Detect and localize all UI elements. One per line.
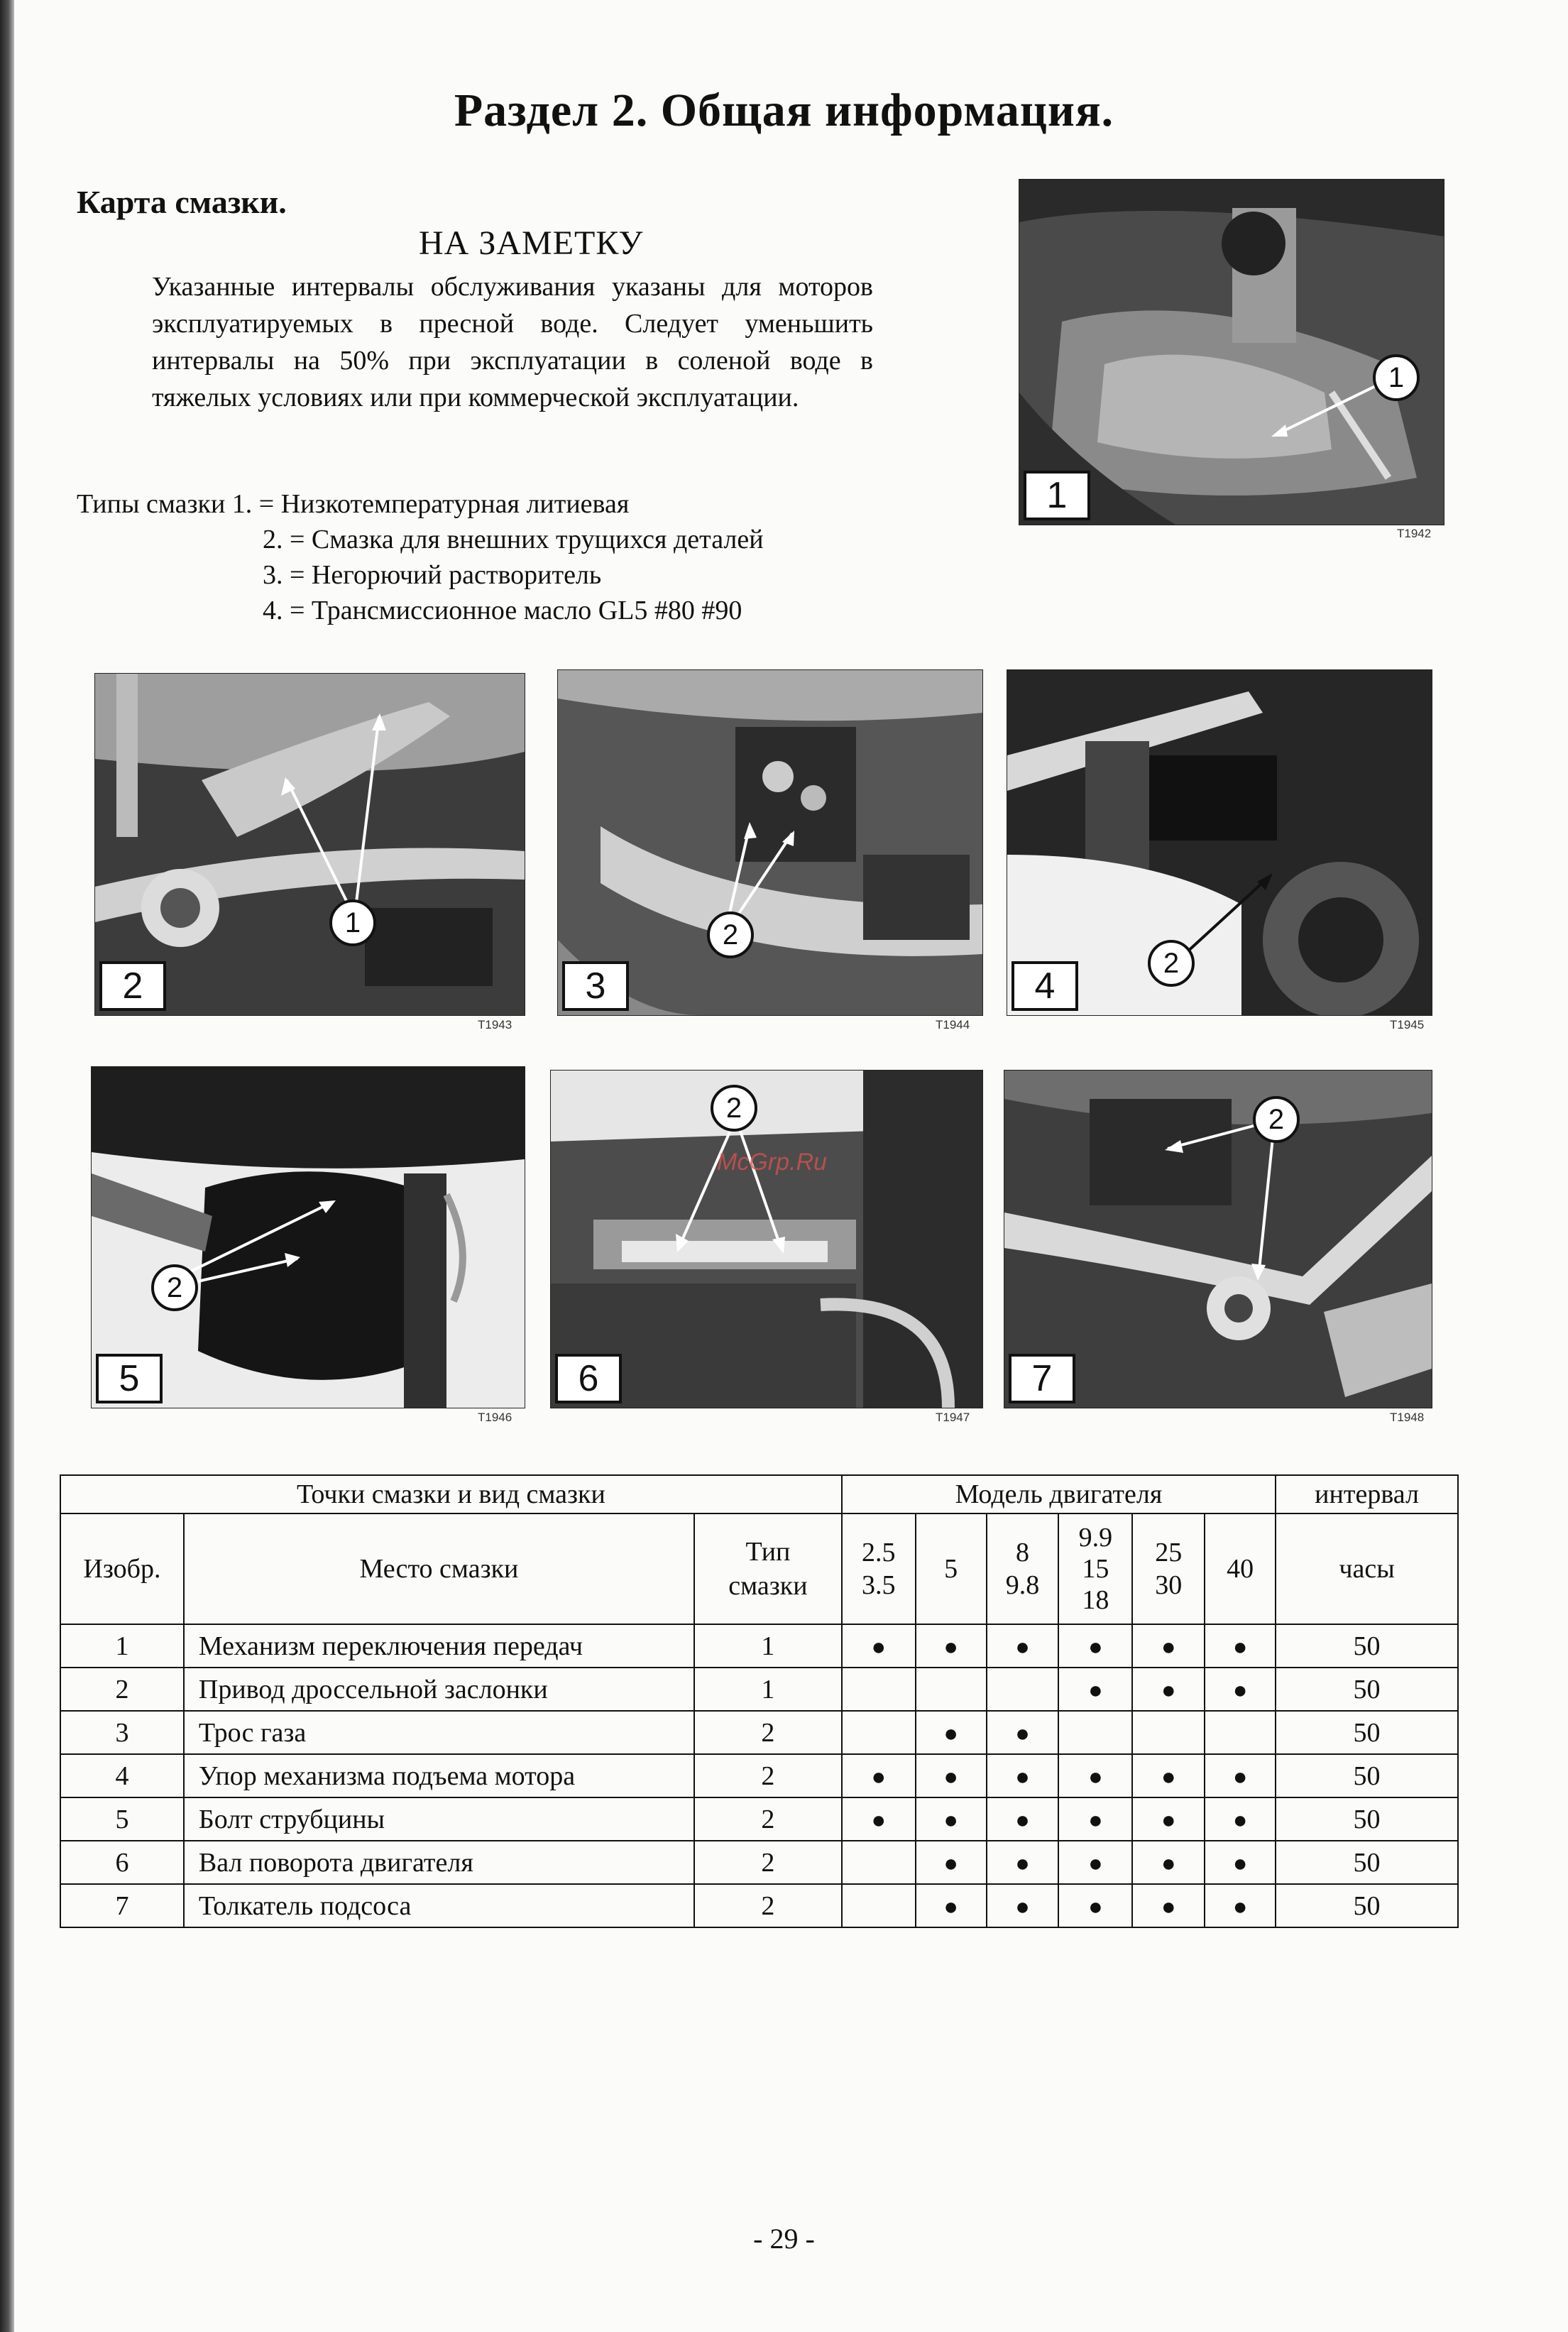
lubricant-type-2: 2. = Смазка для внешних трущихся деталей (263, 525, 764, 554)
note-heading: НА ЗАМЕТКУ (419, 224, 644, 262)
lubricant-type-3: 3. = Негорючий растворитель (263, 560, 602, 590)
table-row (60, 1624, 1458, 1668)
model-4-line-2: 15 (1082, 1554, 1109, 1584)
figure-3-callout: 2 (707, 912, 754, 958)
table-row (60, 1668, 1458, 1711)
figure-5-number: 5 (96, 1354, 163, 1403)
page-title: Раздел 2. Общая информация. (454, 84, 1114, 136)
model-4-line-3: 18 (1082, 1585, 1109, 1615)
applicable-dot: ● (1161, 1850, 1176, 1877)
applicable-dot: ● (943, 1763, 958, 1790)
row-model-2-cell (916, 1754, 987, 1797)
header-model-3 (987, 1513, 1059, 1624)
row-model-3-cell (987, 1754, 1059, 1797)
figure-1-number: 1 (1024, 471, 1090, 520)
row-figure: 2 (60, 1668, 184, 1711)
row-hours: 50 (1276, 1797, 1458, 1841)
row-model-6-cell (1205, 1624, 1276, 1668)
header-type-line-2: смазки (728, 1571, 808, 1601)
table-column-header (60, 1513, 1458, 1624)
applicable-dot: ● (1015, 1720, 1030, 1747)
row-figure: 6 (60, 1841, 184, 1884)
row-model-6-cell (1205, 1711, 1276, 1754)
row-model-2-cell (916, 1884, 987, 1927)
header-model-6 (1205, 1513, 1276, 1624)
figure-2-callout: 1 (329, 899, 376, 946)
row-place: Вал поворота двигателя (184, 1841, 694, 1884)
row-model-4-cell (1058, 1884, 1132, 1927)
table-row (60, 1711, 1458, 1754)
row-model-5-cell (1132, 1754, 1205, 1797)
header-model-5 (1132, 1513, 1205, 1624)
applicable-dot: ● (1161, 1677, 1176, 1704)
row-place: Болт струбцины (184, 1797, 694, 1841)
lubrication-table (60, 1474, 1459, 1928)
section-heading: Карта смазки. (77, 184, 287, 220)
applicable-dot: ● (943, 1720, 958, 1747)
model-5-line-1: 25 (1155, 1538, 1183, 1567)
lubricant-type-1: 1. = Низкотемпературная литиевая (231, 489, 630, 519)
figure-5-photo (91, 1066, 525, 1408)
figure-2-photo (94, 673, 525, 1016)
row-model-2-cell (916, 1797, 987, 1841)
model-3-line-2: 9.8 (1005, 1570, 1040, 1600)
header-model-2 (916, 1513, 987, 1624)
row-lube-type: 2 (694, 1884, 842, 1927)
applicable-dot: ● (871, 1807, 887, 1834)
applicable-dot: ● (1232, 1807, 1248, 1834)
model-1-line-1: 2.5 (862, 1538, 896, 1567)
applicable-dot: ● (1088, 1633, 1103, 1660)
figure-4-number: 4 (1011, 961, 1078, 1011)
header-model-4 (1058, 1513, 1132, 1624)
applicable-dot: ● (943, 1807, 958, 1834)
figure-7-photo (1004, 1070, 1432, 1408)
row-lube-type: 2 (694, 1841, 842, 1884)
row-model-5-cell (1132, 1668, 1205, 1711)
row-model-4-cell (1058, 1754, 1132, 1797)
applicable-dot: ● (1015, 1763, 1030, 1790)
row-hours: 50 (1276, 1711, 1458, 1754)
row-model-1-cell (842, 1841, 916, 1884)
row-place: Механизм переключения передач (184, 1624, 694, 1668)
row-hours: 50 (1276, 1668, 1458, 1711)
row-figure: 5 (60, 1797, 184, 1841)
row-model-4-cell (1058, 1711, 1132, 1754)
header-model-1 (842, 1513, 916, 1624)
applicable-dot: ● (943, 1893, 958, 1920)
row-figure: 3 (60, 1711, 184, 1754)
applicable-dot: ● (1232, 1677, 1248, 1704)
header-hours: часы (1276, 1513, 1458, 1624)
header-lube-points: Точки смазки и вид смазки (60, 1475, 842, 1513)
figure-7-callout: 2 (1253, 1096, 1300, 1143)
header-figure: Изобр. (60, 1513, 184, 1624)
figure-4-callout: 2 (1148, 940, 1195, 987)
figure-1-photo (1019, 179, 1444, 525)
figure-2-code: T1943 (478, 1018, 512, 1031)
row-model-6-cell (1205, 1841, 1276, 1884)
table-row (60, 1754, 1458, 1797)
row-lube-type: 2 (694, 1797, 842, 1841)
applicable-dot: ● (1232, 1633, 1248, 1660)
row-model-3-cell (987, 1624, 1059, 1668)
note-text: Указанные интервалы обслуживания указаны для моторов эксплуатируемых в пресной воде. Следует уменьшить интервалы на 50% при эксплуатации в соленой воде в тяжелых условиях или при коммерческой эксплуатации. (152, 272, 873, 412)
applicable-dot: ● (1161, 1893, 1176, 1920)
watermark: McGrp.Ru (717, 1149, 827, 1176)
row-model-2-cell (916, 1624, 987, 1668)
row-place: Трос газа (184, 1711, 694, 1754)
row-lube-type: 1 (694, 1668, 842, 1711)
row-model-5-cell (1132, 1624, 1205, 1668)
applicable-dot: ● (1232, 1893, 1248, 1920)
row-model-3-cell (987, 1711, 1059, 1754)
row-model-5-cell (1132, 1797, 1205, 1841)
applicable-dot: ● (871, 1633, 887, 1660)
applicable-dot: ● (1088, 1763, 1103, 1790)
row-model-2-cell (916, 1711, 987, 1754)
row-model-6-cell (1205, 1754, 1276, 1797)
lubricant-types (77, 486, 764, 628)
applicable-dot: ● (1161, 1807, 1176, 1834)
model-2-line-1: 5 (944, 1554, 958, 1584)
row-lube-type: 2 (694, 1754, 842, 1797)
figure-4-code: T1945 (1390, 1018, 1425, 1031)
applicable-dot: ● (1015, 1807, 1030, 1834)
page-binding-edge (0, 0, 14, 2332)
figure-3-number: 3 (562, 961, 629, 1011)
row-place: Привод дроссельной заслонки (184, 1668, 694, 1711)
page-number: - 29 - (753, 2223, 815, 2255)
figure-4-photo (1007, 669, 1432, 1016)
header-type-line-1: Тип (745, 1537, 791, 1567)
row-model-2-cell (916, 1668, 987, 1711)
row-model-6-cell (1205, 1884, 1276, 1927)
row-model-1-cell (842, 1711, 916, 1754)
applicable-dot: ● (1232, 1850, 1248, 1877)
applicable-dot: ● (1088, 1893, 1103, 1920)
row-model-6-cell (1205, 1668, 1276, 1711)
figure-7-code: T1948 (1390, 1411, 1425, 1424)
figure-6-callout: 2 (711, 1085, 757, 1132)
applicable-dot: ● (1232, 1763, 1248, 1790)
row-model-2-cell (916, 1841, 987, 1884)
header-interval: интервал (1276, 1475, 1458, 1513)
row-place: Упор механизма подъема мотора (184, 1754, 694, 1797)
figure-5-code: T1946 (478, 1411, 512, 1424)
figure-6-code: T1947 (936, 1411, 970, 1424)
model-1-line-2: 3.5 (862, 1570, 896, 1600)
header-type (694, 1513, 842, 1624)
applicable-dot: ● (1088, 1807, 1103, 1834)
row-model-6-cell (1205, 1797, 1276, 1841)
figure-3-photo (557, 669, 983, 1016)
row-model-4-cell (1058, 1797, 1132, 1841)
row-hours: 50 (1276, 1624, 1458, 1668)
model-4-line-1: 9.9 (1078, 1523, 1113, 1553)
table-row (60, 1797, 1458, 1841)
applicable-dot: ● (1015, 1893, 1030, 1920)
row-model-4-cell (1058, 1624, 1132, 1668)
applicable-dot: ● (1088, 1850, 1103, 1877)
row-hours: 50 (1276, 1841, 1458, 1884)
row-model-5-cell (1132, 1841, 1205, 1884)
row-model-1-cell (842, 1884, 916, 1927)
row-model-1-cell (842, 1624, 916, 1668)
row-model-1-cell (842, 1668, 916, 1711)
table-row (60, 1841, 1458, 1884)
applicable-dot: ● (1161, 1763, 1176, 1790)
row-model-3-cell (987, 1797, 1059, 1841)
applicable-dot: ● (943, 1850, 958, 1877)
table-row (60, 1884, 1458, 1927)
row-hours: 50 (1276, 1884, 1458, 1927)
row-model-3-cell (987, 1841, 1059, 1884)
figure-2-number: 2 (99, 961, 166, 1011)
applicable-dot: ● (943, 1633, 958, 1660)
applicable-dot: ● (1088, 1677, 1103, 1704)
model-3-line-1: 8 (1016, 1538, 1029, 1567)
table-group-header (60, 1475, 1458, 1513)
row-place: Толкатель подсоса (184, 1884, 694, 1927)
figure-1-code: T1942 (1397, 527, 1432, 540)
row-model-1-cell (842, 1797, 916, 1841)
model-5-line-2: 30 (1155, 1570, 1183, 1600)
table-body (60, 1624, 1458, 1927)
applicable-dot: ● (1161, 1633, 1176, 1660)
row-model-3-cell (987, 1668, 1059, 1711)
figure-1-callout: 1 (1373, 354, 1420, 401)
applicable-dot: ● (1015, 1850, 1030, 1877)
row-model-3-cell (987, 1884, 1059, 1927)
header-engine-model: Модель двигателя (842, 1475, 1276, 1513)
row-lube-type: 2 (694, 1711, 842, 1754)
model-6-line-1: 40 (1227, 1554, 1254, 1584)
row-figure: 4 (60, 1754, 184, 1797)
row-model-5-cell (1132, 1711, 1205, 1754)
lubricant-type-4: 4. = Трансмиссионное масло GL5 #80 #90 (263, 596, 742, 625)
header-place: Место смазки (184, 1513, 694, 1624)
row-model-4-cell (1058, 1841, 1132, 1884)
row-figure: 7 (60, 1884, 184, 1927)
figure-6-number: 6 (555, 1354, 622, 1403)
row-model-5-cell (1132, 1884, 1205, 1927)
row-hours: 50 (1276, 1754, 1458, 1797)
applicable-dot: ● (871, 1763, 887, 1790)
figure-5-callout: 2 (151, 1264, 198, 1311)
row-model-1-cell (842, 1754, 916, 1797)
applicable-dot: ● (1015, 1633, 1030, 1660)
row-model-4-cell (1058, 1668, 1132, 1711)
row-lube-type: 1 (694, 1624, 842, 1668)
lubricant-types-label: Типы смазки (77, 489, 226, 519)
figure-3-code: T1944 (936, 1018, 970, 1031)
figure-7-number: 7 (1009, 1354, 1075, 1403)
row-figure: 1 (60, 1624, 184, 1668)
figure-6-photo (550, 1070, 983, 1408)
